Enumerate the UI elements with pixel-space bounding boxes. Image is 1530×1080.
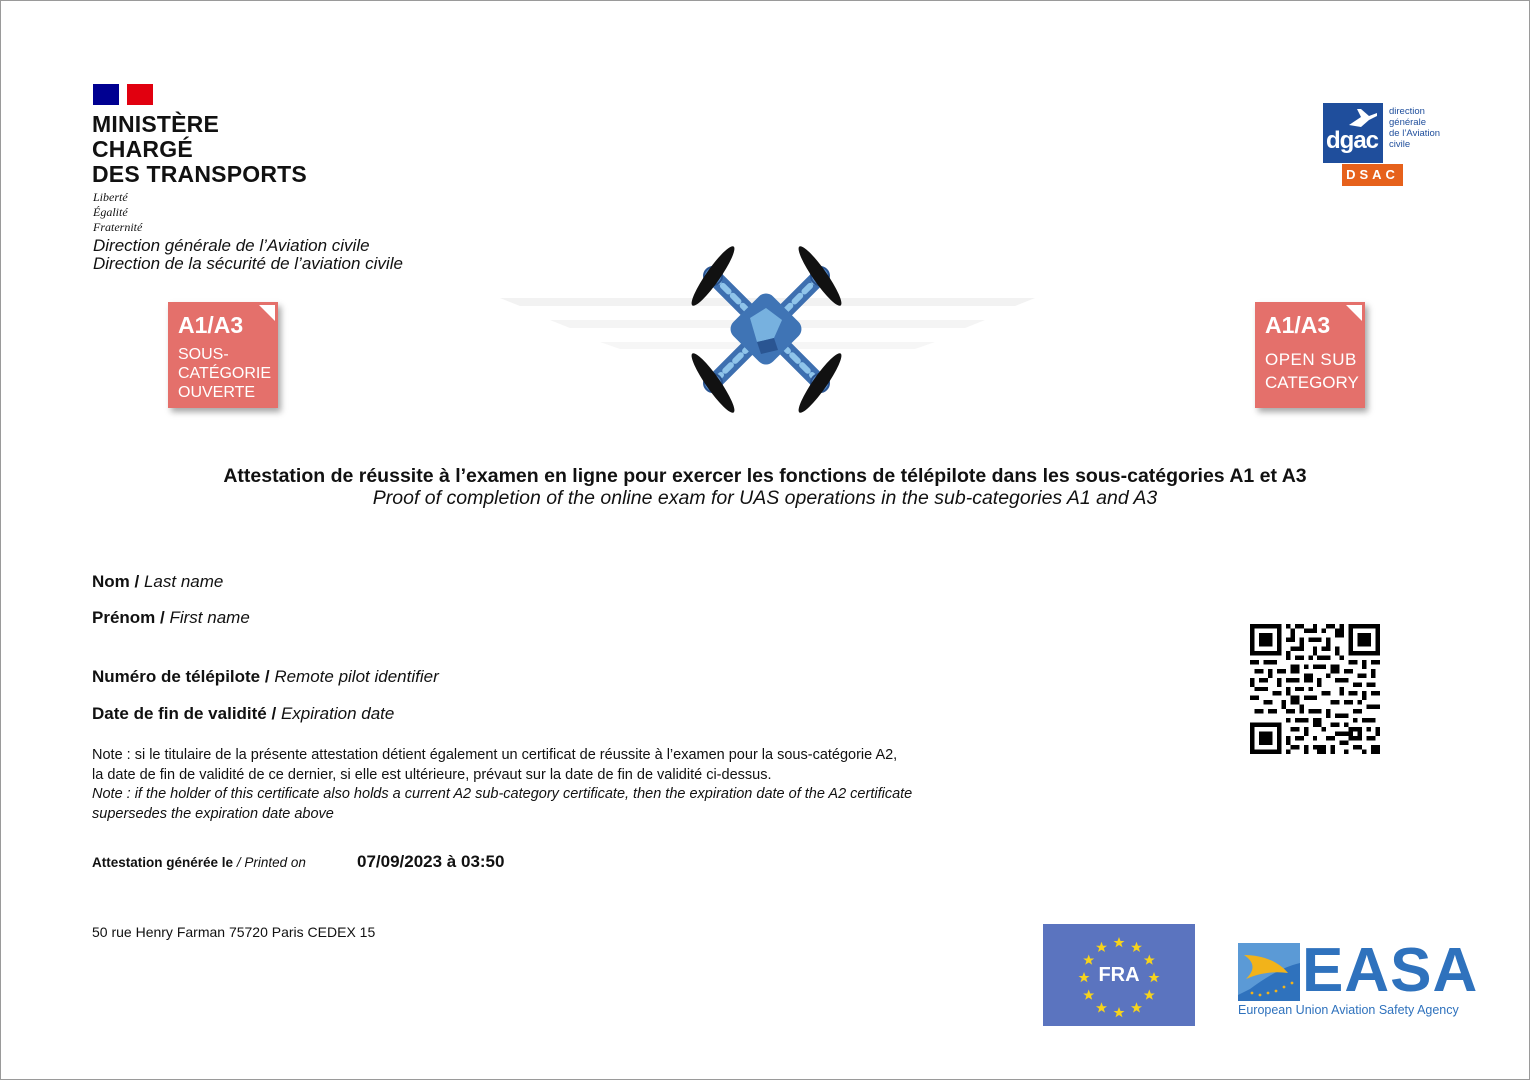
field-label-fr: Nom / <box>92 572 140 591</box>
plane-icon <box>1347 107 1379 129</box>
dgac-word: dgac <box>1326 127 1379 154</box>
dsac-label: DSAC <box>1342 164 1403 186</box>
badge-sub-line-1: OPEN SUB <box>1265 350 1357 369</box>
field-label-en: Remote pilot identifier <box>274 667 439 686</box>
badge-sub-line-2: CATÉGORIE <box>178 365 272 382</box>
note-fr-line-2: la date de fin de validité de ce dernier, si elle est ultérieure, prévaut sur la date de fin de validité ci-dessus. <box>92 766 772 783</box>
country-code: FRA <box>1098 964 1140 986</box>
drone-icon <box>495 238 1040 428</box>
field-label-en: First name <box>169 608 250 627</box>
field-last-name <box>92 572 223 592</box>
directorate-line-2: Direction de la sécurité de l’aviation civile <box>93 254 403 273</box>
badge-a1-a3-en <box>1255 302 1365 408</box>
french-flag-logo <box>93 84 153 105</box>
easa-subtitle: European Union Aviation Safety Agency <box>1238 1003 1459 1017</box>
generated-label-en: / Printed on <box>236 855 306 870</box>
badge-corner-fold <box>259 305 275 321</box>
badge-a1-a3-fr <box>168 302 278 408</box>
ministry-name <box>92 112 307 187</box>
easa-wordmark: EASA <box>1302 936 1479 1005</box>
field-label-en: Last name <box>143 572 224 591</box>
validity-note <box>92 746 1052 824</box>
republic-motto <box>93 190 142 235</box>
dgac-side-text <box>1389 106 1440 150</box>
badge-title: A1/A3 <box>1265 312 1331 338</box>
field-remote-pilot-id <box>92 667 439 687</box>
generated-date: 07/09/2023 à 03:50 <box>357 852 505 871</box>
motto-fraternite: Fraternité <box>93 220 143 234</box>
dgac-side-line-1: direction <box>1389 106 1425 117</box>
field-expiration-date <box>92 704 394 724</box>
dgac-logo <box>1323 103 1383 163</box>
field-label-fr: Prénom / <box>92 608 165 627</box>
badge-sub-line-3: OUVERTE <box>178 384 256 401</box>
field-label-fr: Date de fin de validité / <box>92 704 277 723</box>
generated-label <box>92 855 306 870</box>
field-label-fr: Numéro de télépilote / <box>92 667 270 686</box>
directorate-line-1: Direction générale de l’Aviation civile <box>93 236 370 255</box>
dgac-side-line-3: de l’Aviation <box>1389 128 1441 139</box>
badge-sub-line-2: CATEGORY <box>1265 373 1359 392</box>
certificate-title-fr: Attestation de réussite à l’examen en ligne pour exercer les fonctions de télépilote dans les sous-catégories A1 et A3 <box>223 465 1307 487</box>
dgac-side-line-2: générale <box>1389 117 1426 128</box>
motto-liberte: Liberté <box>93 190 128 204</box>
ministry-line-1: MINISTÈRE <box>92 111 220 137</box>
postal-address: 50 rue Henry Farman 75720 Paris CEDEX 15 <box>92 924 376 940</box>
dgac-side-line-4: civile <box>1389 139 1411 150</box>
badge-sub-line-1: SOUS- <box>178 346 229 363</box>
ministry-line-3: DES TRANSPORTS <box>92 161 307 187</box>
easa-emblem-icon <box>1238 943 1300 1001</box>
qr-code-icon <box>1250 624 1380 754</box>
note-fr-line-1: Note : si le titulaire de la présente attestation détient également un certificat de réussite à l’examen pour la sous-catégorie A2, <box>92 747 898 763</box>
badge-title: A1/A3 <box>178 312 244 338</box>
directorate-names <box>93 237 403 273</box>
motto-egalite: Égalité <box>93 205 128 219</box>
generated-label-fr: Attestation générée le <box>92 855 234 870</box>
field-label-en: Expiration date <box>280 704 395 723</box>
field-first-name <box>92 608 250 628</box>
note-en-line-1: Note : if the holder of this certificate also holds a current A2 sub-category certificate, then the expiration date of the A2 certificate <box>92 786 913 802</box>
eu-flag-logo <box>1043 924 1195 1026</box>
badge-corner-fold <box>1346 305 1362 321</box>
note-en-line-2: supersedes the expiration date above <box>92 805 334 822</box>
ministry-line-2: CHARGÉ <box>92 136 193 162</box>
certificate-title-en: Proof of completion of the online exam for UAS operations in the sub-categories A1 and A3 <box>372 487 1158 509</box>
